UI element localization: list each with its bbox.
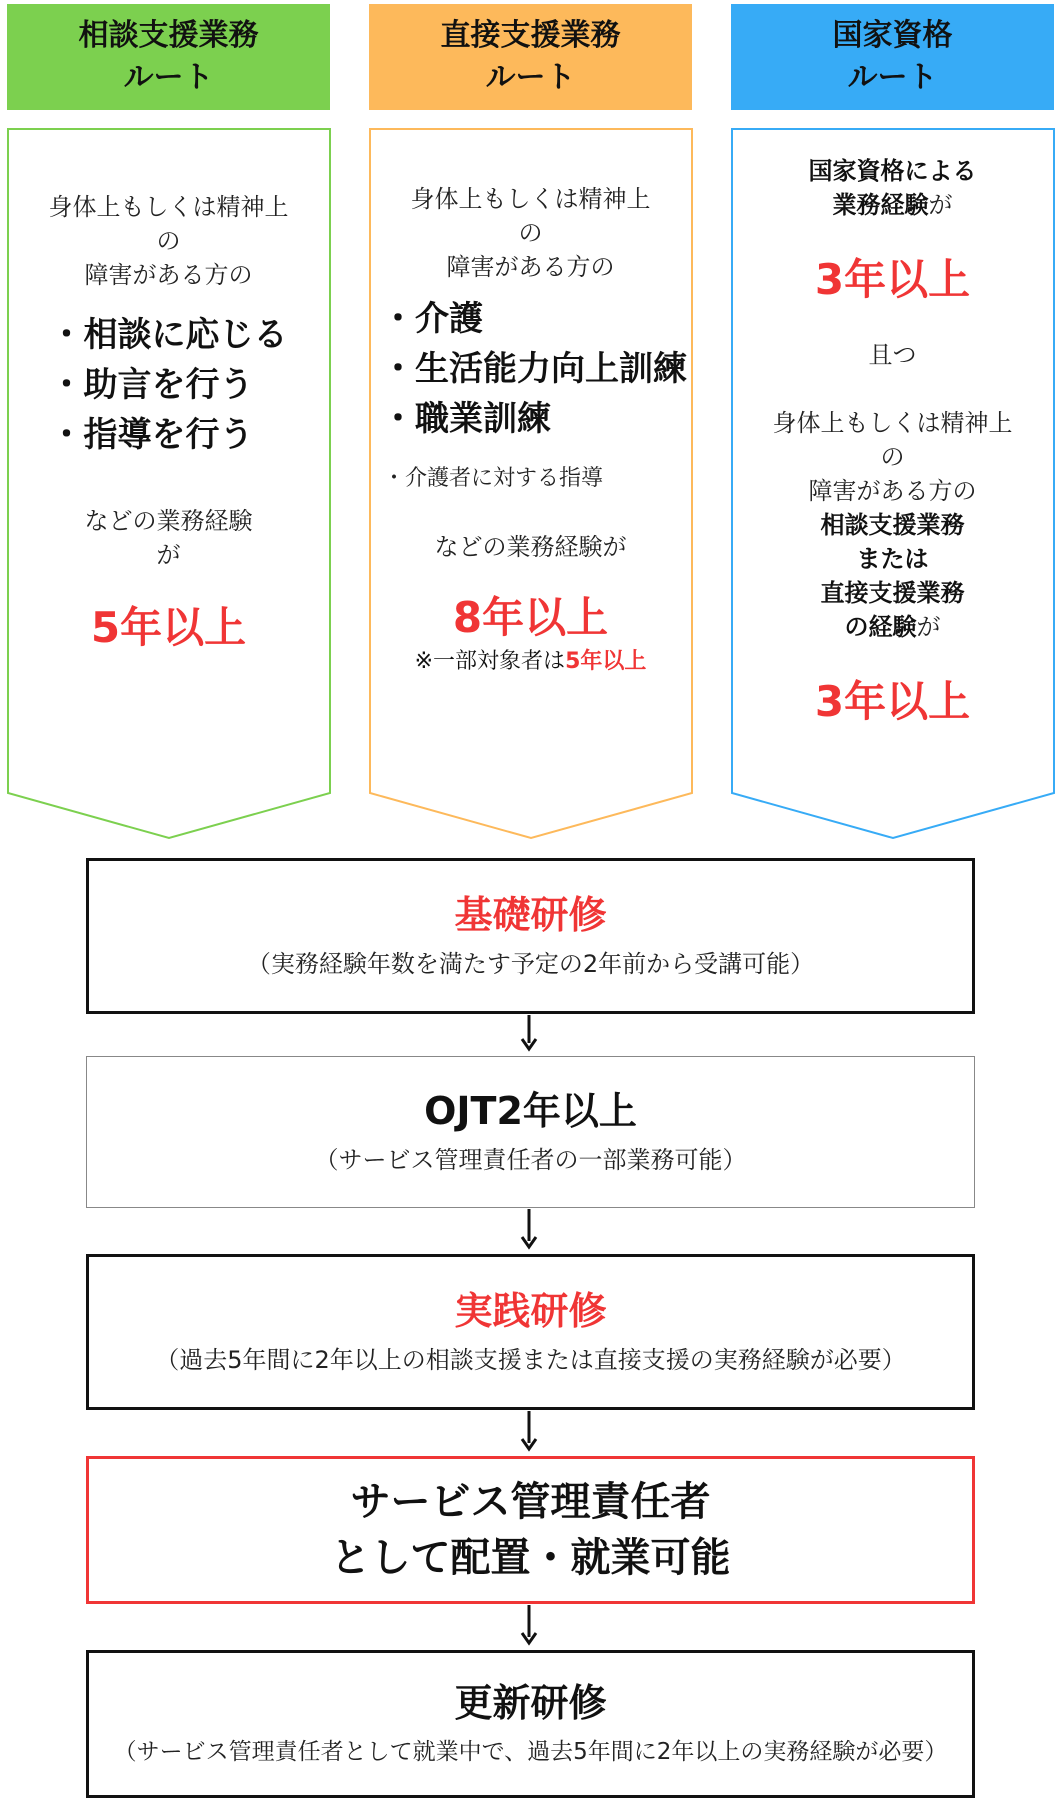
basic-training-box — [86, 858, 975, 1014]
renewal-training-box — [86, 1650, 975, 1798]
header-national-line2: ルート — [847, 60, 938, 95]
consult-lead-1: 身体上もしくは精神上 — [48, 193, 289, 221]
arrow-down-icon — [520, 1411, 538, 1455]
national-conj: 且つ — [868, 341, 917, 369]
national-years-2: 3年以上 — [814, 677, 971, 726]
arrow-down-icon — [520, 1605, 538, 1649]
arrow-down-icon — [520, 1209, 538, 1253]
national-years-1: 3年以上 — [814, 255, 971, 304]
national-route-content — [731, 128, 1054, 730]
practice-training-sub: （過去5年間に2年以上の相談支援または直接支援の実務経験が必要） — [155, 1346, 906, 1374]
national-body-3: 障害がある方の — [808, 477, 977, 505]
direct-lead-3: 障害がある方の — [446, 253, 615, 281]
placement-line1: サービス管理責任者 — [350, 1479, 711, 1525]
direct-minor: ・介護者に対する指導 — [383, 466, 604, 491]
consult-bullet: ・指導を行う — [49, 415, 254, 455]
header-direct-line2: ルート — [485, 60, 576, 95]
consult-tail-2: が — [156, 541, 181, 569]
consult-lead-2: の — [156, 227, 181, 255]
header-consult-line2: ルート — [123, 60, 214, 95]
direct-note-prefix: ※一部対象者は — [414, 649, 566, 674]
national-lead-suffix: が — [928, 191, 953, 219]
header-direct-route — [369, 4, 692, 110]
consult-bullet: ・助言を行う — [49, 365, 254, 405]
direct-note-years: 5年以上 — [565, 649, 647, 674]
national-body-bold-last: の経験 — [844, 613, 917, 641]
ojt-box — [86, 1056, 975, 1208]
practice-training-box — [86, 1254, 975, 1410]
consult-lead-3: 障害がある方の — [84, 261, 253, 289]
national-body-bold-2: または — [856, 545, 929, 573]
direct-note — [415, 646, 647, 678]
direct-bullet: ・介護 — [381, 299, 483, 339]
national-lead-1: 国家資格による — [808, 157, 977, 185]
consult-bullets — [50, 310, 288, 460]
header-consult-line1: 相談支援業務 — [78, 18, 259, 53]
direct-bullets — [381, 294, 687, 444]
national-body-suffix: が — [916, 613, 941, 641]
consult-tail-1: などの業務経験 — [84, 507, 253, 535]
basic-training-title: 基礎研修 — [454, 893, 607, 937]
header-national-route — [731, 4, 1054, 110]
ojt-sub: （サービス管理責任者の一部業務可能） — [314, 1146, 747, 1174]
direct-tail: などの業務経験が — [434, 533, 627, 561]
placement-line2: として配置・就業可能 — [330, 1535, 731, 1581]
consult-years: 5年以上 — [90, 603, 247, 652]
direct-bullet: ・職業訓練 — [381, 399, 551, 439]
consult-bullet: ・相談に応じる — [49, 315, 288, 355]
national-lead-2-line — [833, 188, 953, 222]
header-national-line1: 国家資格 — [832, 18, 953, 53]
ojt-title: OJT2年以上 — [424, 1089, 637, 1133]
arrow-down-icon — [520, 1015, 538, 1055]
national-body-bold-1: 相談支援業務 — [820, 511, 965, 539]
direct-lead-2: の — [518, 219, 543, 247]
national-body-1: 身体上もしくは精神上 — [772, 409, 1013, 437]
practice-training-title: 実践研修 — [454, 1289, 607, 1333]
renewal-training-title: 更新研修 — [454, 1681, 607, 1725]
header-consult-route — [7, 4, 330, 110]
direct-bullet: ・生活能力向上訓練 — [381, 349, 687, 389]
direct-route-content — [369, 128, 692, 678]
national-body-2: の — [880, 443, 905, 471]
placement-box — [86, 1456, 975, 1604]
national-body-bold-3: 直接支援業務 — [820, 579, 965, 607]
header-direct-line1: 直接支援業務 — [440, 18, 621, 53]
basic-training-sub: （実務経験年数を満たす予定の2年前から受講可能） — [246, 950, 815, 978]
national-lead-2: 業務経験 — [832, 191, 929, 219]
renewal-training-sub: （サービス管理責任者として就業中で、過去5年間に2年以上の実務経験が必要） — [113, 1739, 948, 1765]
consult-route-content — [7, 128, 330, 656]
direct-lead-1: 身体上もしくは精神上 — [410, 185, 651, 213]
direct-years: 8年以上 — [452, 593, 609, 642]
national-body-last-line — [845, 610, 941, 644]
